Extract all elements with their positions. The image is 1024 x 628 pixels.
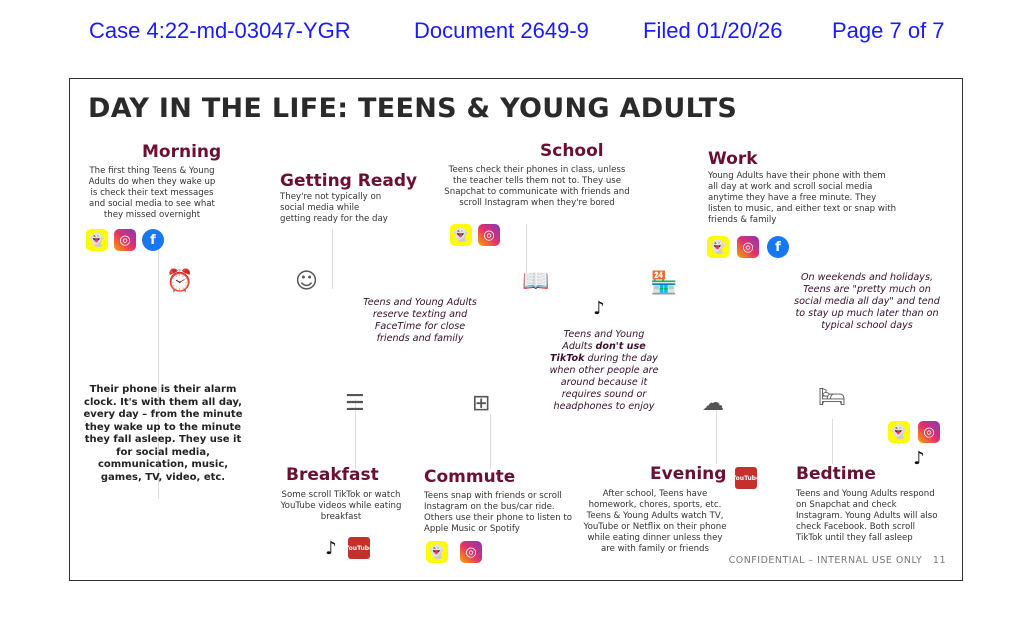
confidential-label: CONFIDENTIAL – INTERNAL USE ONLY — [728, 555, 923, 566]
tiktok-icon: ♪ — [325, 537, 337, 559]
getting-ready-title: Getting Ready — [280, 171, 418, 191]
toothbrush-face-icon: ☺ — [295, 269, 318, 294]
snapchat-icon: 👻 — [888, 421, 910, 443]
instagram-icon: ◎ — [114, 229, 136, 251]
school-title: School — [540, 141, 604, 161]
evening-text: After school, Teens have homework, chores, sports, etc. Teens & Young Adults watch TV, YouTube or Netflix on their phone while eating dinner unless they are with family or friends — [583, 489, 727, 554]
slide-title: DAY IN THE LIFE: TEENS & YOUNG ADULTS — [88, 93, 738, 124]
tiktok-callout-bold: don't use TikTok — [549, 341, 646, 364]
morning-text: The first thing Teens & Young Adults do when they wake up is check their text messages and social media to see what they missed overnight — [88, 166, 216, 220]
alarm-callout: Their phone is their alarm clock. It's with them all day, every day – from the minute they wake up to the minute they fall asleep. They use it for social media, communication, music, games, TV, video, etc. — [83, 384, 243, 483]
tiktok-callout-pre: Teens and Young Adults — [562, 329, 645, 352]
timeline-line — [490, 414, 491, 469]
snapchat-icon: 👻 — [86, 229, 108, 251]
evening-title: Evening — [650, 464, 727, 484]
timeline-line — [332, 229, 333, 289]
slide — [69, 78, 963, 581]
timeline-line — [832, 419, 833, 464]
slide-page-number: 11 — [932, 555, 946, 566]
breakfast-title: Breakfast — [286, 465, 379, 485]
tiktok-icon: ♪ — [913, 447, 925, 469]
texting-callout: Teens and Young Adults reserve texting and FaceTime for close friends and family — [363, 297, 477, 344]
burger-icon: ☰ — [345, 391, 365, 416]
instagram-icon: ◎ — [918, 421, 940, 443]
morning-title: Morning — [142, 142, 222, 162]
bedtime-text: Teens and Young Adults respond on Snapchat and check Instagram. Young Adults will also check Facebook. Both scroll TikTok until they fall asleep — [796, 489, 938, 543]
bed-icon: 🛏 — [818, 385, 846, 410]
facebook-icon: f — [767, 236, 789, 258]
school-text: Teens check their phones in class, unless the teacher tells them not to. They use Snapchat to communicate with friends and scroll Instagram when they're bored — [444, 165, 630, 208]
instagram-icon: ◎ — [460, 541, 482, 563]
case-number: Case 4:22-md-03047-YGR — [89, 18, 351, 43]
filed-date: Filed 01/20/26 — [643, 18, 783, 43]
book-icon: 📖 — [522, 269, 550, 294]
youtube-icon: YouTube — [735, 467, 757, 489]
tiktok-icon: ♪ — [593, 297, 605, 319]
work-title: Work — [708, 149, 758, 169]
getting-ready-text: They're not typically on social media while getting ready for the day — [280, 192, 388, 224]
instagram-icon: ◎ — [478, 224, 500, 246]
weekends-callout: On weekends and holidays, Teens are "pretty much on social media all day" and tend to stay up much later than on typical school days — [794, 272, 940, 331]
facebook-icon: f — [142, 229, 164, 251]
snapchat-icon: 👻 — [707, 236, 729, 258]
instagram-icon: ◎ — [737, 236, 759, 258]
breakfast-text: Some scroll TikTok or watch YouTube videos while eating breakfast — [280, 490, 402, 522]
bedtime-title: Bedtime — [796, 464, 876, 484]
youtube-icon: YouTube — [348, 537, 370, 559]
tiktok-callout — [548, 329, 660, 413]
snapchat-icon: 👻 — [426, 541, 448, 563]
alarm-clock-icon: ⏰ — [166, 269, 194, 294]
work-text: Young Adults have their phone with them all day at work and scroll social media anytime they have a free minute. They listen to music, and either text or snap with friends & family — [708, 171, 897, 225]
moon-cloud-icon: ☁ — [702, 391, 724, 416]
document-number: Document 2649-9 — [414, 18, 589, 43]
timeline-line — [526, 224, 527, 274]
snapchat-icon: 👻 — [450, 224, 472, 246]
commute-text: Teens snap with friends or scroll Instagram on the bus/car ride. Others use their phone to listen to Apple Music or Spotify — [424, 491, 573, 534]
confidential-footer — [729, 555, 946, 566]
tiktok-callout-post: during the day when other people are around because it requires sound or headphones to enjoy — [549, 353, 659, 412]
page-count: Page 7 of 7 — [832, 18, 945, 43]
store-icon: 🏪 — [650, 271, 678, 296]
commute-title: Commute — [424, 467, 516, 487]
road-icon: ⊞ — [472, 391, 491, 416]
